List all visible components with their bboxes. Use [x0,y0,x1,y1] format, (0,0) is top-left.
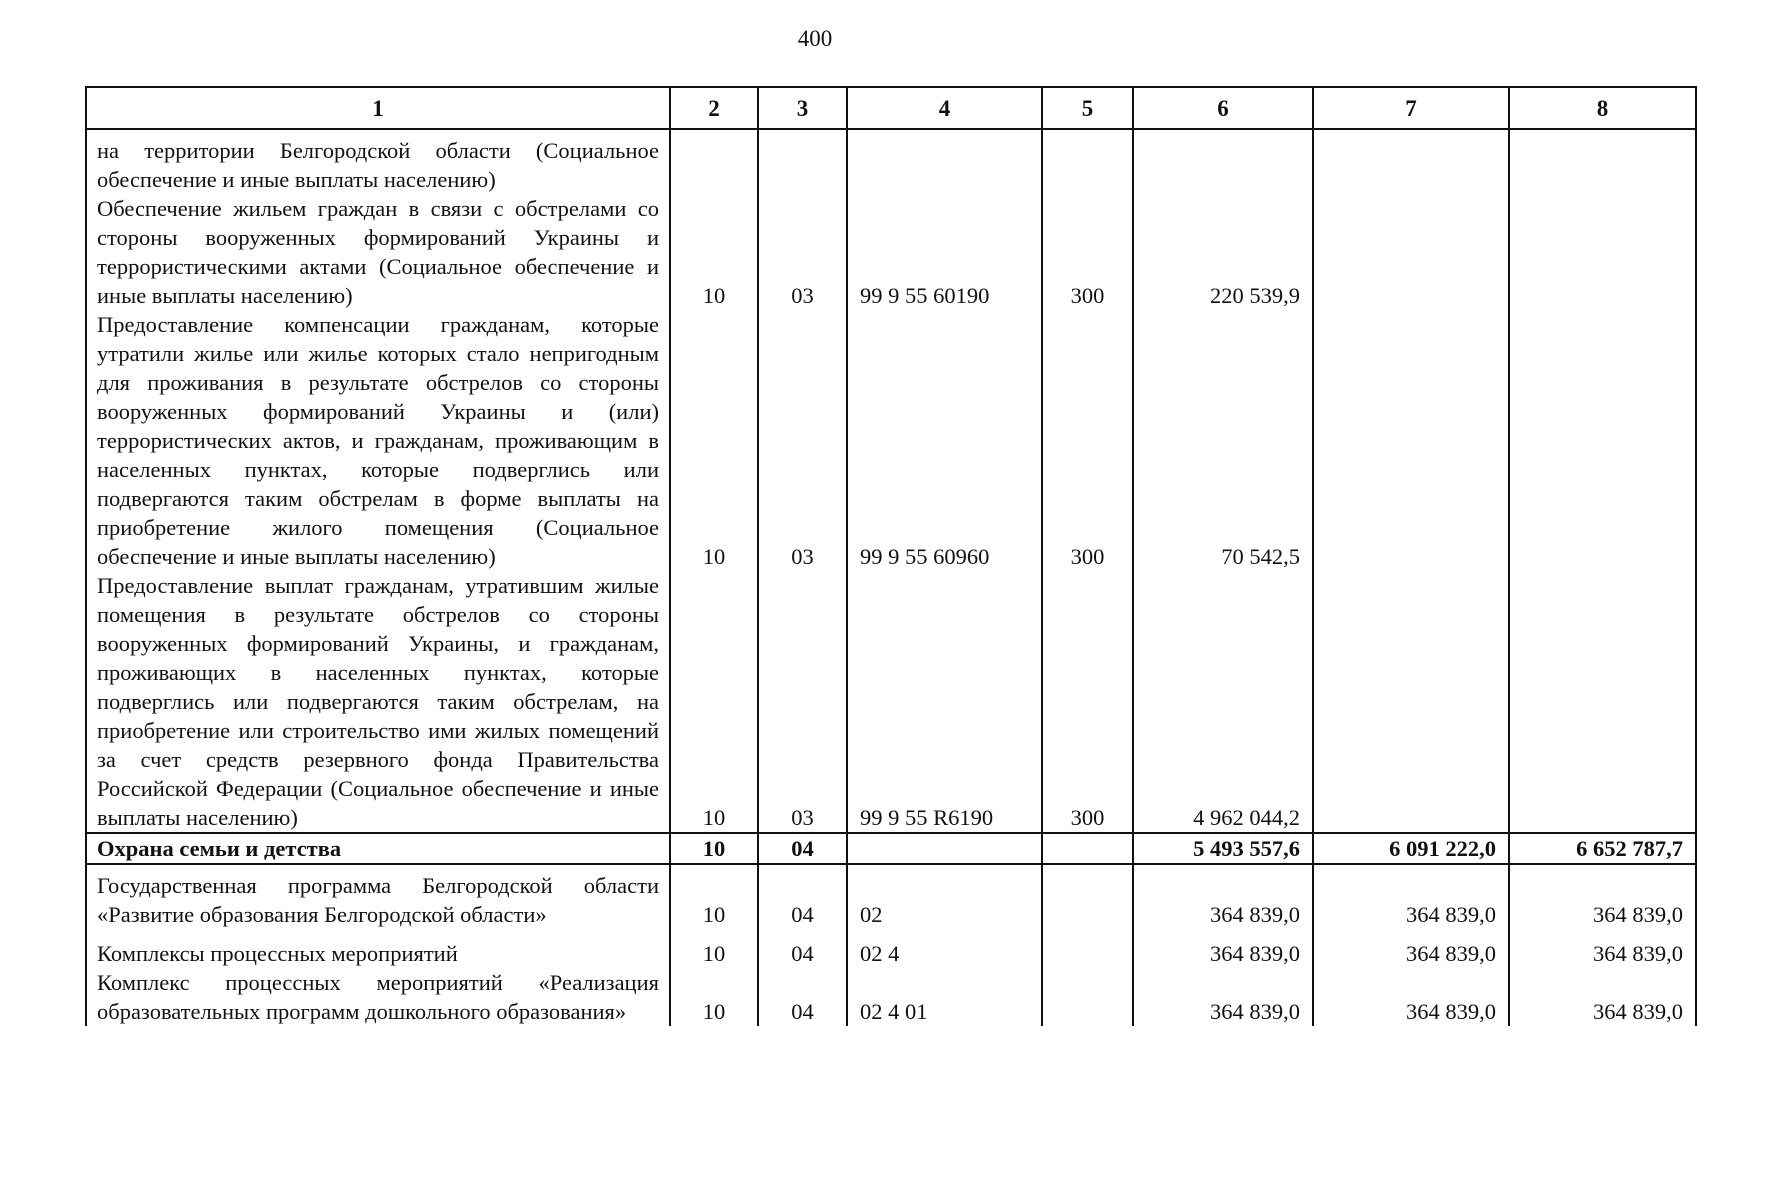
row-amount-year3: 364 839,0 [1509,864,1696,929]
row-vr [1042,129,1133,194]
row-csr: 02 4 01 [847,968,1042,1026]
row-description: Государственная программа Белгородской области «Развитие образования Белгородской области» [86,864,670,929]
row-csr: 02 [847,864,1042,929]
column-header: 3 [758,87,847,129]
table-row [86,968,1696,1026]
column-header: 1 [86,87,670,129]
row-amount-year1: 70 542,5 [1133,310,1313,571]
page-number: 400 [797,26,833,51]
column-header: 5 [1042,87,1133,129]
row-csr: 02 4 [847,929,1042,968]
column-header: 2 [670,87,758,129]
row-description: Комплекс процессных мероприятий «Реализация образовательных программ дошкольного образования» [86,968,670,1026]
row-amount-year2: 364 839,0 [1313,968,1509,1026]
row-description: Предоставление компенсации гражданам, которые утратили жилье или жилье которых стало непригодным для проживания в результате обстрелов со стороны вооруженных формирований Украины и (или) террористических актов, и гражданам, проживающим в населенных пунктах, которые подверглись или подвергаются таким обстрелам в форме выплаты на приобретение жилого помещения (Социальное обеспечение и иные выплаты населению) [86,310,670,571]
row-amount-year2 [1313,571,1509,833]
row-description: Охрана семьи и детства [86,833,670,864]
row-amount-year3 [1509,310,1696,571]
row-pr: 03 [758,571,847,833]
row-pr: 04 [758,864,847,929]
row-amount-year1: 4 962 044,2 [1133,571,1313,833]
row-vr [1042,833,1133,864]
table-row [86,310,1696,571]
column-header: 6 [1133,87,1313,129]
row-pr: 04 [758,929,847,968]
row-vr [1042,864,1133,929]
row-amount-year2: 364 839,0 [1313,929,1509,968]
row-amount-year3: 6 652 787,7 [1509,833,1696,864]
row-pr: 04 [758,833,847,864]
row-amount-year3: 364 839,0 [1509,929,1696,968]
row-csr: 99 9 55 R6190 [847,571,1042,833]
row-rz: 10 [670,194,758,310]
row-csr [847,833,1042,864]
row-amount-year1: 364 839,0 [1133,929,1313,968]
row-rz: 10 [670,929,758,968]
row-vr: 300 [1042,310,1133,571]
column-header: 8 [1509,87,1696,129]
row-amount-year2 [1313,310,1509,571]
row-csr: 99 9 55 60960 [847,310,1042,571]
table-header-row [86,87,1696,129]
row-amount-year1 [1133,129,1313,194]
row-vr [1042,968,1133,1026]
row-description: на территории Белгородской области (Социальное обеспечение и иные выплаты населению) [86,129,670,194]
budget-table [85,86,1697,1026]
row-rz: 10 [670,833,758,864]
table-row [86,864,1696,929]
row-amount-year2: 6 091 222,0 [1313,833,1509,864]
row-pr: 03 [758,310,847,571]
row-amount-year3: 364 839,0 [1509,968,1696,1026]
row-amount-year2: 364 839,0 [1313,864,1509,929]
row-csr: 99 9 55 60190 [847,194,1042,310]
row-rz: 10 [670,864,758,929]
column-header: 4 [847,87,1042,129]
row-vr: 300 [1042,571,1133,833]
row-csr [847,129,1042,194]
row-amount-year1: 220 539,9 [1133,194,1313,310]
row-description: Предоставление выплат гражданам, утратившим жилые помещения в результате обстрелов со стороны вооруженных формирований Украины, и гражданам, проживающих в населенных пунктах, которые подверглись или подвергаются таким обстрелам, на приобретение или строительство ими жилых помещений за счет средств резервного фонда Правительства Российской Федерации (Социальное обеспечение и иные выплаты населению) [86,571,670,833]
row-rz: 10 [670,571,758,833]
row-pr: 04 [758,968,847,1026]
row-amount-year2 [1313,194,1509,310]
row-description: Комплексы процессных мероприятий [86,929,670,968]
row-amount-year3 [1509,571,1696,833]
row-pr [758,129,847,194]
row-amount-year2 [1313,129,1509,194]
row-rz: 10 [670,310,758,571]
row-rz: 10 [670,968,758,1026]
column-header: 7 [1313,87,1509,129]
row-amount-year3 [1509,129,1696,194]
row-amount-year1: 364 839,0 [1133,968,1313,1026]
row-amount-year1: 5 493 557,6 [1133,833,1313,864]
row-vr: 300 [1042,194,1133,310]
row-vr [1042,929,1133,968]
section-total-row [86,833,1696,864]
row-description: Обеспечение жильем граждан в связи с обстрелами со стороны вооруженных формирований Украины и террористическими актами (Социальное обеспечение и иные выплаты населению) [86,194,670,310]
table-row [86,129,1696,194]
table-row [86,929,1696,968]
row-amount-year1: 364 839,0 [1133,864,1313,929]
row-pr: 03 [758,194,847,310]
row-rz [670,129,758,194]
table-row [86,571,1696,833]
table-row [86,194,1696,310]
row-amount-year3 [1509,194,1696,310]
